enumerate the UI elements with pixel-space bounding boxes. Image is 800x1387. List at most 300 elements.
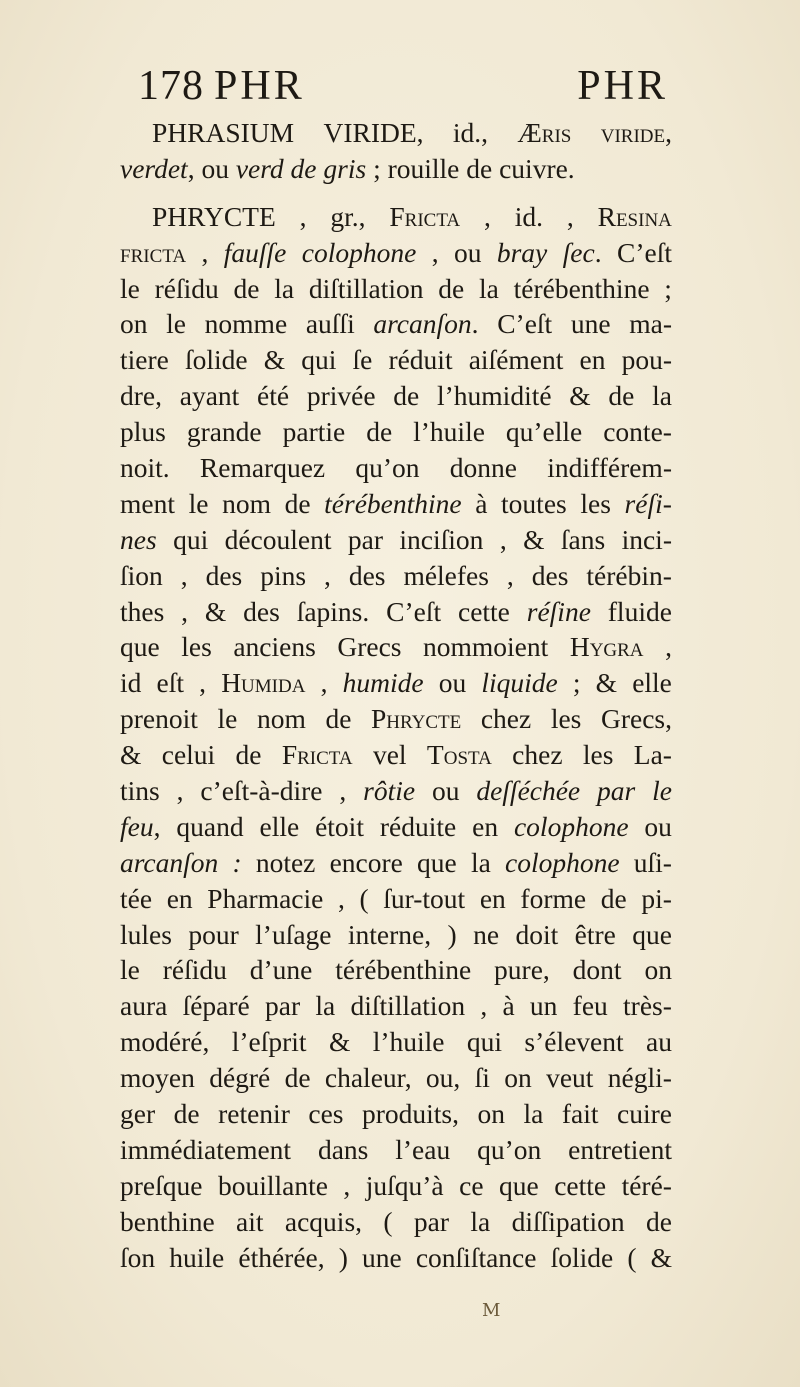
- word: [234, 271, 260, 307]
- text-run: encore: [329, 846, 403, 878]
- text-run: l’uſage: [255, 918, 332, 950]
- word: [201, 151, 235, 187]
- text-run: notez: [255, 846, 316, 878]
- text-run: mélefes: [403, 559, 489, 591]
- italic-run: colophone: [301, 236, 417, 268]
- text-run: un: [529, 990, 558, 1022]
- text-run: la: [274, 272, 295, 304]
- word: [352, 342, 372, 378]
- word: [308, 1096, 343, 1132]
- text-run: cette: [554, 1169, 607, 1201]
- text-run: pins: [260, 559, 307, 591]
- word: [315, 988, 335, 1024]
- text-run: on: [477, 1098, 505, 1130]
- text-run: C’eſt: [616, 236, 672, 268]
- word: [120, 151, 201, 187]
- text-run: ,: [499, 523, 507, 555]
- word: [120, 378, 162, 414]
- word: [120, 342, 169, 378]
- word: [608, 594, 672, 630]
- italic-run: verd: [235, 152, 284, 184]
- word: [627, 1240, 636, 1276]
- word: [232, 845, 241, 881]
- word: [475, 486, 487, 522]
- text-run: ,: [431, 236, 439, 268]
- text-run: de: [438, 272, 465, 304]
- word: [250, 952, 313, 988]
- text-run: ſion: [120, 559, 163, 591]
- smallcaps-run: Fricta: [281, 739, 353, 771]
- word: [285, 1060, 311, 1096]
- text-run: réduit: [388, 344, 453, 376]
- word: [120, 952, 140, 988]
- word: [167, 881, 193, 917]
- word: [260, 558, 306, 594]
- word: [563, 235, 602, 271]
- word: [236, 1204, 264, 1240]
- word: [120, 306, 148, 342]
- word: [180, 378, 240, 414]
- word: [466, 151, 499, 187]
- text-run: par: [265, 990, 301, 1022]
- text-run: anciens: [233, 631, 316, 663]
- text-run: tée: [120, 882, 153, 914]
- word: [256, 845, 316, 881]
- text-run: &: [650, 1241, 672, 1273]
- text-run: nomme: [204, 308, 288, 340]
- italic-run: ſec: [562, 236, 595, 268]
- text-line: [120, 342, 672, 378]
- text-run: le: [120, 954, 140, 986]
- word: [169, 1240, 224, 1276]
- text-run: ;: [572, 667, 581, 699]
- word: [547, 450, 672, 486]
- text-run: feu: [572, 990, 608, 1022]
- text-run: de: [608, 380, 635, 412]
- word: [174, 1096, 200, 1132]
- word: [453, 115, 488, 151]
- text-run: dre,: [120, 380, 162, 412]
- text-run: en: [166, 882, 193, 914]
- text-run: (: [383, 1205, 393, 1237]
- word: [339, 1240, 348, 1276]
- text-run: les: [580, 487, 611, 519]
- text-run: C’eſt: [497, 308, 553, 340]
- word: [373, 306, 478, 342]
- text-run: étoit: [315, 810, 364, 842]
- word: [622, 342, 672, 378]
- word: [386, 594, 441, 630]
- text-run: id.: [514, 200, 544, 232]
- text-run: Grecs,: [600, 703, 672, 735]
- text-line: [120, 845, 672, 881]
- text-run: tiere: [120, 344, 169, 376]
- text-line: [120, 558, 672, 594]
- text-run: produits,: [361, 1098, 459, 1130]
- text-run: La-: [633, 739, 672, 771]
- word: [413, 414, 485, 450]
- text-run: par: [413, 1205, 450, 1237]
- italic-run: rôtie: [363, 775, 416, 807]
- word: [285, 1204, 362, 1240]
- word: [120, 665, 141, 701]
- text-run: uſi-: [633, 846, 672, 878]
- text-run: aura: [120, 990, 168, 1022]
- word: [205, 594, 226, 630]
- text-run: des: [205, 559, 243, 591]
- text-run: PHRYCTE: [152, 200, 276, 232]
- word: [315, 809, 364, 845]
- text-run: (: [359, 882, 369, 914]
- text-run: chaleur,: [324, 1062, 412, 1094]
- word: [499, 151, 575, 187]
- right-running-head: PHR: [577, 63, 668, 109]
- word: [472, 809, 498, 845]
- text-line: [120, 522, 672, 558]
- text-run: veut: [546, 1062, 594, 1094]
- word: [497, 306, 552, 342]
- word: [283, 414, 346, 450]
- text-run: huile: [169, 1241, 225, 1273]
- word: [515, 917, 558, 953]
- word: [480, 988, 487, 1024]
- text-line: [120, 917, 672, 953]
- word: [527, 594, 591, 630]
- word: [502, 988, 514, 1024]
- word: [325, 701, 351, 737]
- word: [120, 522, 157, 558]
- word: [423, 629, 548, 665]
- text-run: que: [632, 918, 672, 950]
- text-run: ſolide: [550, 1241, 614, 1273]
- text-run: pi-: [641, 882, 672, 914]
- italic-run: nes: [120, 523, 157, 555]
- word: [120, 1168, 202, 1204]
- text-run: ou: [453, 236, 482, 268]
- word: [291, 151, 324, 187]
- word: [551, 1240, 614, 1276]
- text-run: elle: [632, 667, 672, 699]
- word: [162, 737, 215, 773]
- word: [480, 881, 506, 917]
- word: [416, 1240, 537, 1276]
- text-run: de: [600, 882, 627, 914]
- word: [383, 881, 465, 917]
- text-line: [120, 665, 672, 701]
- word: [259, 809, 299, 845]
- text-run: celui: [161, 739, 216, 771]
- word: [318, 1132, 368, 1168]
- smallcaps-run: Resina: [597, 200, 672, 232]
- text-run: térébenthine: [513, 272, 650, 304]
- text-run: que: [120, 631, 160, 663]
- text-run: l’eau: [395, 1133, 451, 1165]
- word: [632, 665, 672, 701]
- text-run: id.,: [452, 117, 489, 148]
- text-run: des: [531, 559, 569, 591]
- word: [338, 881, 345, 917]
- text-run: dans: [317, 1133, 369, 1165]
- text-run: ou,: [425, 1062, 461, 1094]
- text-run: lules: [120, 918, 172, 950]
- text-run: ,: [176, 775, 184, 807]
- word: [383, 1204, 392, 1240]
- word: [206, 558, 243, 594]
- text-run: inci-: [621, 523, 672, 555]
- word: [120, 845, 218, 881]
- italic-run: réſi-: [624, 487, 672, 519]
- page-number: 178: [138, 63, 204, 109]
- text-run: de: [645, 1205, 672, 1237]
- text-run: ne: [473, 918, 500, 950]
- text-run: la: [652, 380, 672, 412]
- word: [554, 1168, 606, 1204]
- word: [120, 594, 164, 630]
- text-run: interne,: [347, 918, 432, 950]
- text-run: forme: [520, 882, 587, 914]
- text-run: ): [447, 918, 457, 950]
- text-run: nommoient: [423, 631, 549, 663]
- text-run: quand: [176, 810, 244, 842]
- word: [120, 414, 166, 450]
- text-run: réduite: [379, 810, 457, 842]
- word: [573, 952, 622, 988]
- text-run: indifférem-: [547, 452, 672, 484]
- text-run: &: [328, 1026, 351, 1058]
- text-run: ce: [459, 1169, 484, 1201]
- word: [120, 917, 172, 953]
- text-run: réſidu: [154, 272, 219, 304]
- text-line: [120, 773, 672, 809]
- text-run: de: [173, 1098, 200, 1130]
- word: [120, 1204, 215, 1240]
- smallcaps-run: Phrycte: [371, 703, 462, 735]
- text-run: .: [594, 236, 602, 268]
- word: [152, 199, 276, 235]
- word: [355, 450, 419, 486]
- word: [504, 1060, 532, 1096]
- word: [366, 1168, 444, 1204]
- word: [450, 450, 517, 486]
- text-run: cuivre.: [499, 152, 575, 184]
- word: [348, 917, 431, 953]
- word: [515, 199, 543, 235]
- text-run: donne: [449, 452, 518, 484]
- text-run: id: [120, 667, 142, 699]
- text-run: ;: [373, 152, 381, 184]
- word: [478, 1096, 506, 1132]
- word: [625, 486, 672, 522]
- text-run: &: [595, 667, 618, 699]
- text-line: [120, 701, 672, 737]
- text-run: réſidu: [162, 954, 227, 986]
- text-run: le: [120, 272, 140, 304]
- word: [222, 486, 271, 522]
- word: [257, 701, 306, 737]
- word: [120, 988, 167, 1024]
- text-run: de: [284, 1062, 311, 1094]
- text-run: moyen: [120, 1062, 195, 1094]
- word: [569, 378, 590, 414]
- text-run: inciſion: [399, 523, 484, 555]
- word: [532, 558, 569, 594]
- word: [302, 235, 417, 271]
- word: [432, 773, 460, 809]
- word: [200, 773, 322, 809]
- text-run: retenir: [218, 1098, 290, 1130]
- word: [236, 151, 291, 187]
- text-run: le: [188, 487, 209, 519]
- word: [623, 988, 672, 1024]
- text-run: conte-: [603, 416, 672, 448]
- text-run: en: [579, 344, 606, 376]
- text-run: pour: [188, 918, 239, 950]
- text-run: ,: [153, 810, 161, 842]
- text-run: ſe: [352, 344, 373, 376]
- text-run: nom: [256, 703, 306, 735]
- word: [512, 1204, 625, 1240]
- word: [601, 881, 627, 917]
- signature-mark: M: [482, 1300, 501, 1321]
- text-run: qui: [466, 1026, 503, 1058]
- text-run: &: [523, 523, 545, 555]
- text-run: grande: [186, 416, 262, 448]
- word: [426, 1060, 460, 1096]
- word: [583, 737, 614, 773]
- text-run: ſéparé: [182, 990, 250, 1022]
- word: [238, 1240, 324, 1276]
- text-run: entretient: [568, 1133, 672, 1165]
- text-run: toutes: [501, 487, 567, 519]
- word: [218, 701, 238, 737]
- text-run: fluide: [607, 595, 672, 627]
- text-run: des: [348, 559, 386, 591]
- text-run: ſans: [560, 523, 606, 555]
- word: [499, 1168, 539, 1204]
- word: [632, 917, 672, 953]
- word: [199, 665, 206, 701]
- text-line: [120, 306, 672, 342]
- text-run: à: [502, 990, 515, 1022]
- text-run: très-: [623, 990, 672, 1022]
- word: [330, 199, 365, 235]
- text-run: tins: [120, 775, 160, 807]
- text-line: [120, 594, 672, 630]
- text-line: [120, 378, 672, 414]
- text-run: dont: [572, 954, 622, 986]
- word: [366, 414, 392, 450]
- word: [166, 306, 186, 342]
- word: [188, 917, 238, 953]
- text-run: que: [499, 1169, 539, 1201]
- text-run: ;: [664, 272, 672, 304]
- word: [221, 665, 305, 701]
- word: [575, 917, 616, 953]
- word: [201, 235, 208, 271]
- text-run: ayant: [179, 380, 240, 412]
- word: [568, 1132, 672, 1168]
- text-run: cuire: [617, 1098, 672, 1130]
- italic-run: fauſſe: [223, 236, 287, 268]
- word: [265, 988, 300, 1024]
- word: [321, 665, 328, 701]
- word: [307, 378, 376, 414]
- italic-run: liquide: [481, 667, 558, 699]
- word: [282, 737, 353, 773]
- word: [120, 701, 198, 737]
- word: [571, 306, 611, 342]
- text-run: une: [570, 308, 611, 340]
- word: [641, 881, 672, 917]
- word: [120, 1240, 155, 1276]
- text-run: bouillante: [217, 1169, 328, 1201]
- word: [324, 558, 331, 594]
- word: [120, 1132, 291, 1168]
- word: [634, 845, 672, 881]
- text-run: thes: [120, 595, 165, 627]
- text-run: modéré,: [120, 1026, 210, 1058]
- text-run: la: [470, 846, 491, 878]
- text-run: l’humidité: [436, 380, 552, 412]
- text-run: une: [362, 1241, 402, 1273]
- word: [459, 1168, 483, 1204]
- word: [664, 271, 672, 307]
- word: [644, 952, 672, 988]
- word: [380, 809, 456, 845]
- italic-run: le: [652, 775, 672, 807]
- word: [512, 737, 562, 773]
- word: [325, 1060, 412, 1096]
- word: [373, 1024, 445, 1060]
- word: [437, 378, 552, 414]
- text-run: &: [263, 344, 286, 376]
- text-run: ces: [308, 1098, 344, 1130]
- word: [359, 881, 368, 917]
- italic-run: humide: [342, 667, 424, 699]
- text-run: ,: [339, 775, 347, 807]
- word: [608, 1060, 672, 1096]
- word: [207, 881, 323, 917]
- word: [603, 414, 672, 450]
- word: [181, 594, 188, 630]
- word: [586, 558, 672, 594]
- italic-run: colophone: [513, 810, 629, 842]
- text-run: les: [181, 631, 212, 663]
- text-run: ſapins.: [296, 595, 370, 627]
- text-run: auſſi: [305, 308, 355, 340]
- word: [306, 306, 355, 342]
- word: [233, 629, 315, 665]
- text-line: [120, 414, 672, 450]
- smallcaps-run: viride: [600, 117, 666, 148]
- word: [562, 1096, 599, 1132]
- text-run: de: [235, 739, 262, 771]
- word: [561, 522, 605, 558]
- word: [264, 342, 285, 378]
- text-run: eſt: [156, 667, 185, 699]
- italic-run: arcanſon: [373, 308, 472, 340]
- text-run: ,: [323, 559, 331, 591]
- word: [300, 199, 307, 235]
- word: [471, 845, 491, 881]
- word: [389, 199, 460, 235]
- text-run: &: [204, 595, 227, 627]
- text-run: d’une: [249, 954, 313, 986]
- text-line: [120, 629, 672, 665]
- text-run: ,: [665, 631, 672, 663]
- text-run: diſtillation: [308, 272, 424, 304]
- italic-run: gris: [323, 152, 367, 184]
